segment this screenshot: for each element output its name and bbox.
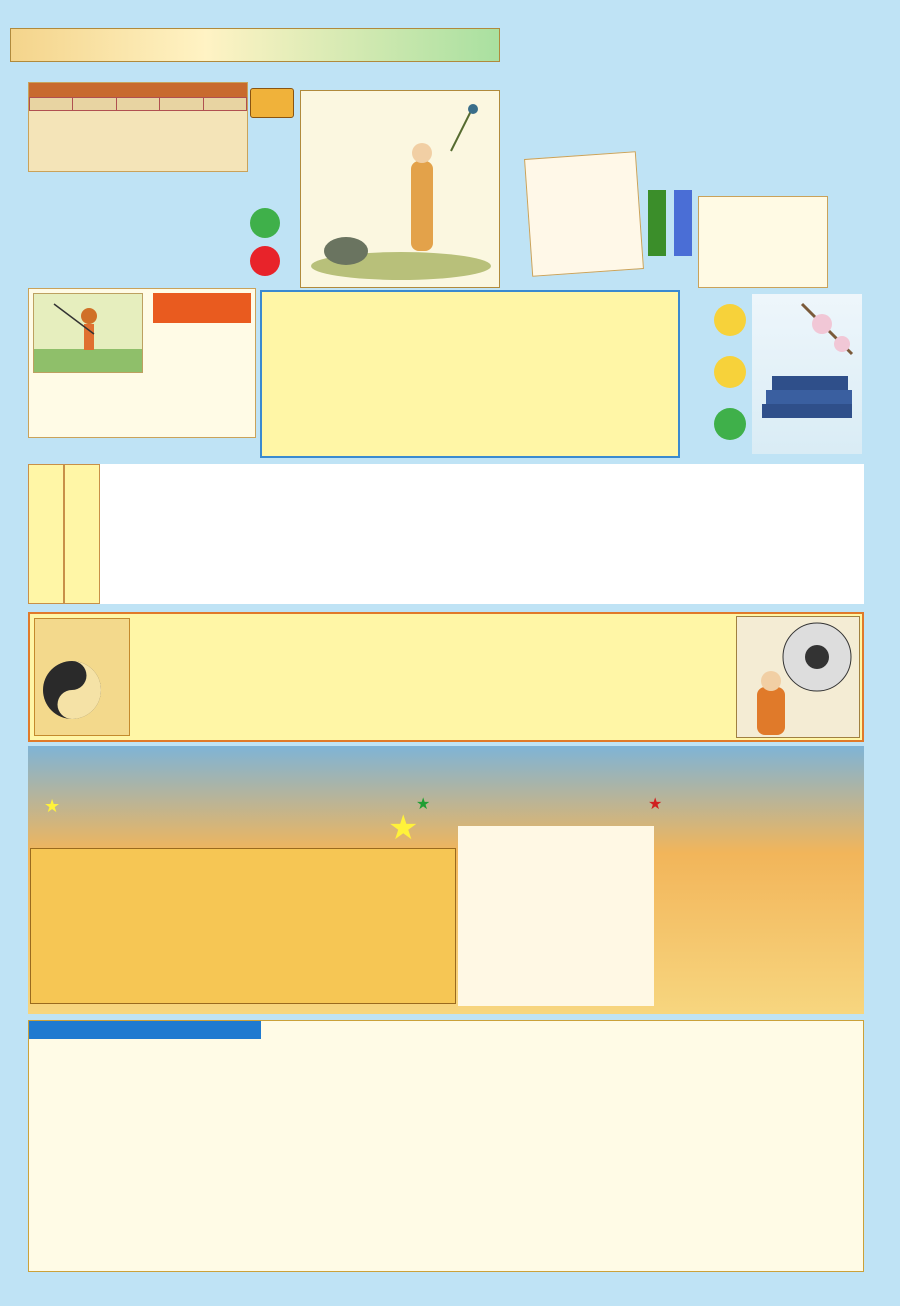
fire-ball-3 bbox=[714, 408, 746, 440]
riddle-picture bbox=[300, 90, 500, 288]
fisherman-illustration bbox=[34, 294, 142, 372]
ball-header-strip bbox=[263, 1023, 863, 1037]
banner-tag-2 bbox=[674, 190, 692, 256]
bazi-book bbox=[34, 618, 130, 736]
yinyang-icon bbox=[41, 659, 103, 721]
fire-title bbox=[682, 294, 712, 444]
zodiac-wheel-svg bbox=[654, 816, 864, 1012]
gate-table bbox=[29, 97, 247, 111]
zodiac-title bbox=[28, 464, 64, 604]
star-icon: ★ bbox=[416, 794, 431, 813]
forecast-panel bbox=[260, 290, 680, 458]
star-icon: ★ bbox=[648, 794, 663, 813]
roar-figure-icon bbox=[250, 88, 294, 118]
right-strip bbox=[872, 160, 886, 1270]
roar-ball-1 bbox=[250, 208, 280, 238]
scroll-panel bbox=[524, 151, 644, 277]
results-title bbox=[29, 1021, 261, 1039]
roar-ball-2 bbox=[250, 246, 280, 276]
books-icon bbox=[752, 294, 862, 454]
calendar-side bbox=[836, 196, 856, 286]
song-box bbox=[30, 848, 456, 1004]
scroll-line bbox=[601, 161, 607, 251]
solver-panel bbox=[28, 288, 256, 438]
left-story bbox=[28, 175, 246, 285]
gate-th bbox=[203, 98, 246, 111]
top-strip bbox=[10, 66, 500, 80]
fire-ball-2 bbox=[714, 356, 746, 388]
gate-th bbox=[30, 98, 73, 111]
roar-panel bbox=[250, 88, 298, 288]
bagua-illustration bbox=[737, 617, 859, 737]
gate-th bbox=[160, 98, 203, 111]
banner-tag-1 bbox=[648, 190, 666, 256]
gate-table-panel bbox=[28, 82, 248, 172]
top-header bbox=[10, 28, 500, 62]
solver-title bbox=[153, 293, 251, 323]
scroll-lines bbox=[531, 161, 607, 256]
gate-th bbox=[73, 98, 116, 111]
bazi-picture bbox=[736, 616, 860, 738]
books-illustration bbox=[752, 294, 862, 454]
gate-th bbox=[116, 98, 159, 111]
star-icon: ★ bbox=[44, 796, 61, 817]
gate-header-row bbox=[30, 98, 247, 111]
star-icon: ★ bbox=[388, 808, 419, 848]
fire-ball-1 bbox=[714, 304, 746, 336]
bottom-strip bbox=[10, 1276, 890, 1290]
scroll-header bbox=[613, 160, 619, 240]
zodiac-sub bbox=[64, 464, 100, 604]
scroll-line bbox=[597, 161, 603, 251]
note-box bbox=[458, 826, 654, 1006]
bazi-panel bbox=[28, 612, 864, 742]
zodiac-grid bbox=[100, 464, 864, 604]
calendar-panel bbox=[698, 196, 828, 288]
xuanmen-panel bbox=[28, 746, 864, 1014]
scroll-line bbox=[599, 161, 605, 251]
results-panel bbox=[28, 1020, 864, 1272]
scroll-line bbox=[595, 161, 601, 251]
solver-picture bbox=[33, 293, 143, 373]
forecast-text bbox=[262, 292, 678, 304]
zodiac-wheel bbox=[654, 816, 864, 1012]
left-strip bbox=[8, 84, 22, 1269]
sage-illustration bbox=[301, 91, 499, 287]
gate-table-title bbox=[29, 83, 247, 97]
